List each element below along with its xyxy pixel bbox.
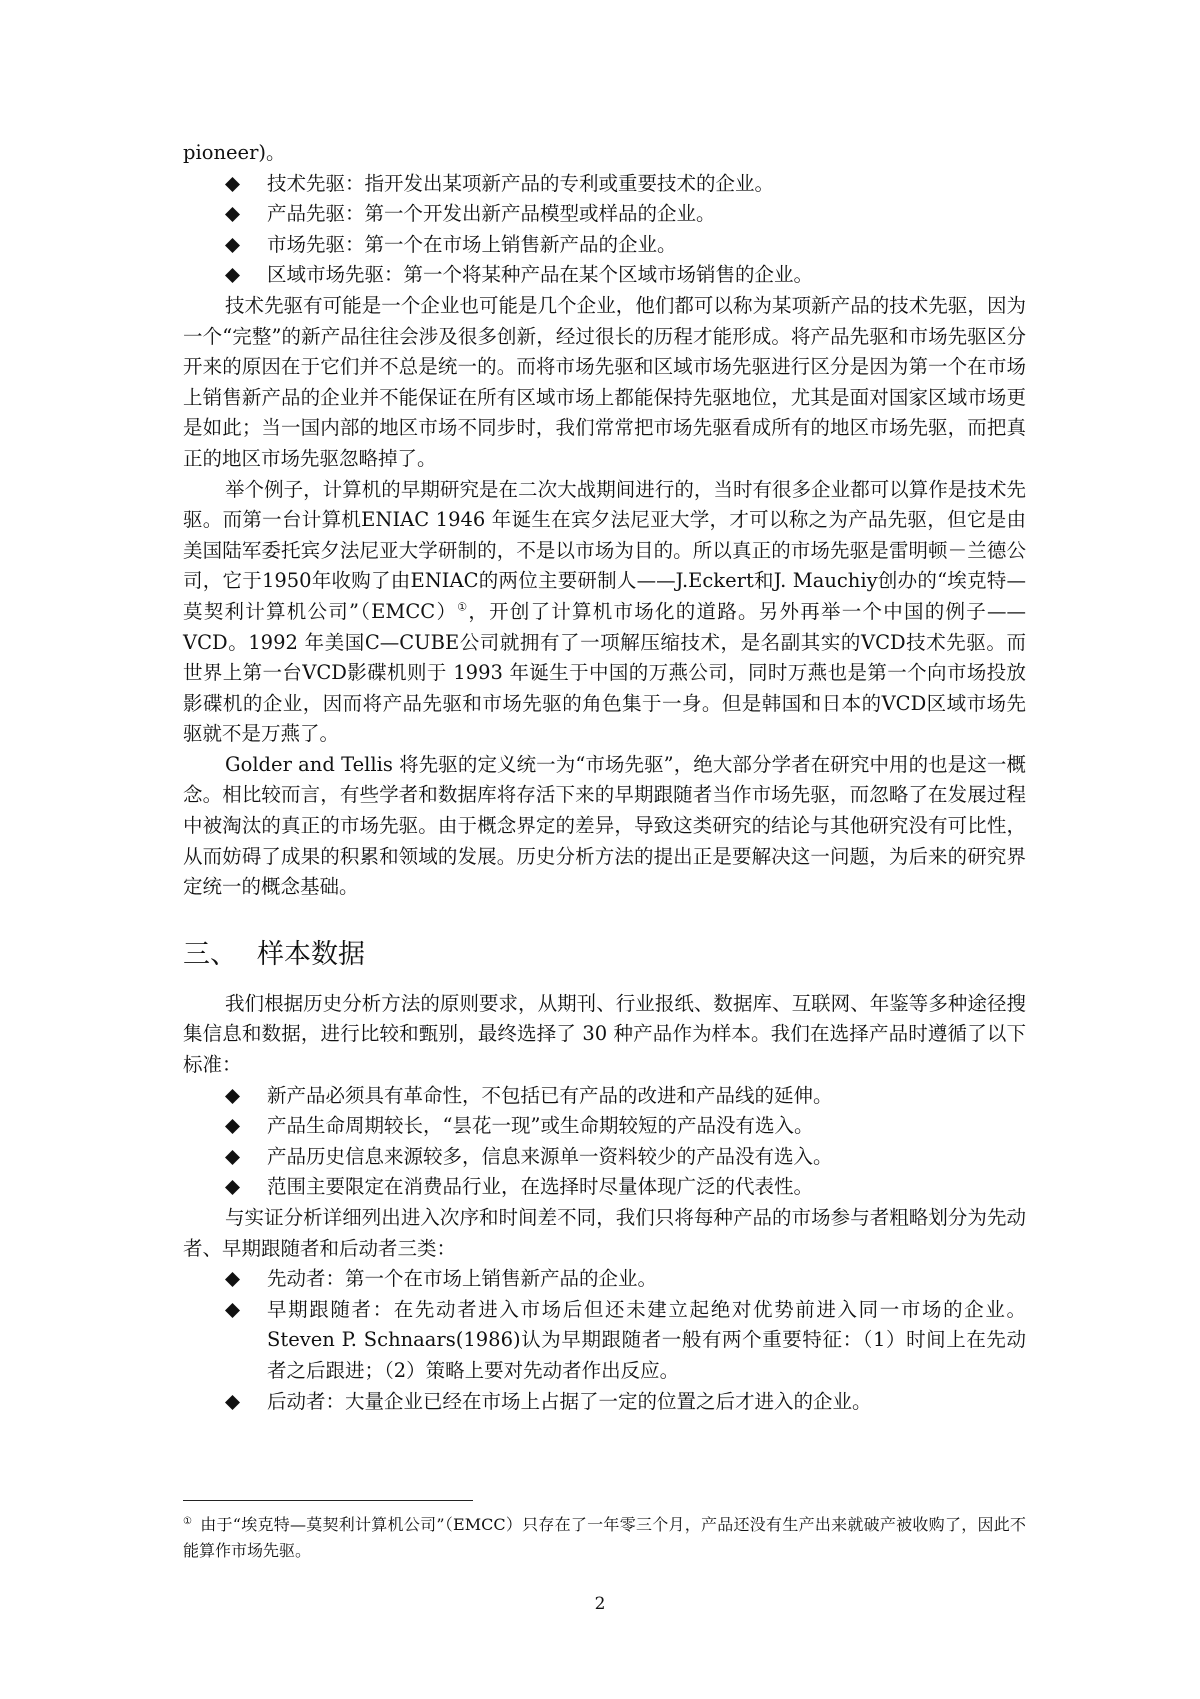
footnote-text: 由于“埃克特—莫契利计算机公司”（EMCC）只存在了一年零三个月，产品还没有生产出来就破产被收购了，因此不能算作市场先驱。 bbox=[183, 1515, 1026, 1560]
paragraph-tech-pioneer: 技术先驱有可能是一个企业也可能是几个企业，他们都可以称为某项新产品的技术先驱，因为一个“完整”的新产品往往会涉及很多创新，经过很长的历程才能形成。将产品先驱和市场先驱区分开来的原因在于它们并不总是统一的。而将市场先驱和区域市场先驱进行区分是因为第一个在市场上销售新产品的企业并不能保证在所有区域市场上都能保持先驱地位，尤其是面对国家区域市场更是如此；当一国内部的地区市场不同步时，我们常常把市场先驱看成所有的地区市场先驱，而把真正的地区市场先驱忽略掉了。 bbox=[183, 293, 1026, 470]
diamond-bullet-icon bbox=[225, 268, 240, 283]
diamond-bullet-icon bbox=[225, 1395, 240, 1410]
list-item-text: 后动者：大量企业已经在市场上占据了一定的位置之后才进入的企业。 bbox=[267, 1389, 872, 1413]
footnote-mark: ① bbox=[183, 1515, 193, 1527]
intro-fragment: pioneer)。 bbox=[183, 141, 286, 164]
list-item bbox=[183, 199, 1026, 230]
section-heading bbox=[183, 937, 1026, 973]
paragraph-sample-intro: 我们根据历史分析方法的原则要求，从期刊、行业报纸、数据库、互联网、年鉴等多种途径搜集信息和数据，进行比较和甄别，最终选择了 30 种产品作为样本。我们在选择产品时遵循了以下标准： bbox=[183, 991, 1026, 1077]
selection-criteria-list bbox=[183, 1081, 1026, 1203]
list-item bbox=[183, 1387, 1026, 1418]
paragraph-classification: 与实证分析详细列出进入次序和时间差不同，我们只将每种产品的市场参与者粗略划分为先动者、早期跟随者和后动者三类： bbox=[183, 1206, 1026, 1260]
page-number: 2 bbox=[594, 1594, 606, 1614]
list-item bbox=[183, 1295, 1026, 1387]
list-item bbox=[183, 260, 1026, 291]
list-item-text: 区域市场先驱：第一个将某种产品在某个区域市场销售的企业。 bbox=[267, 263, 814, 287]
list-item-text: 新产品必须具有革命性，不包括已有产品的改进和产品线的延伸。 bbox=[267, 1083, 833, 1107]
section-number: 三、 bbox=[183, 938, 237, 970]
diamond-bullet-icon bbox=[225, 1119, 240, 1134]
page-body bbox=[183, 138, 1026, 1417]
footnote-reference-link[interactable]: ① bbox=[457, 600, 469, 614]
paragraph-example bbox=[183, 475, 1026, 750]
paragraph-example-part-2: ，开创了计算机市场化的道路。另外再举一个中国的例子——VCD。1992 年美国C—CUBE公司就拥有了一项解压缩技术，是名副其实的VCD技术先驱。而世界上第一台VCD影碟机则于 1993 年诞生于中国的万燕公司，同时万燕也是第一个向市场投放影碟机的企业，因而将产品先驱和市场先驱的角色集于一身。但是韩国和日本的VCD区域市场先驱就不是万燕了。 bbox=[183, 599, 1026, 746]
list-item bbox=[183, 169, 1026, 200]
footnote bbox=[183, 1512, 1026, 1564]
diamond-bullet-icon bbox=[225, 238, 240, 253]
list-item bbox=[183, 1111, 1026, 1142]
paragraph-example-part-1: 举个例子，计算机的早期研究是在二次大战期间进行的，当时有很多企业都可以算作是技术先驱。而第一台计算机ENIAC 1946 年诞生在宾夕法尼亚大学，才可以称之为产品先驱，但它是由美国陆军委托宾夕法尼亚大学研制的，不是以市场为目的。所以真正的市场先驱是雷明顿－兰德公司，它于1950年收购了由ENIAC的两位主要研制人——J.Eckert和J. Mauchiy创办的“埃克特—莫契利计算机公司”（EMCC） bbox=[183, 477, 1026, 623]
list-item-text: 早期跟随者：在先动者进入市场后但还未建立起绝对优势前进入同一市场的企业。Steven P. Schnaars(1986)认为早期跟随者一般有两个重要特征：（1）时间上在先动者之后跟进；（2）策略上要对先动者作出反应。 bbox=[267, 1297, 1026, 1382]
diamond-bullet-icon bbox=[225, 1303, 240, 1318]
list-item-text: 市场先驱：第一个在市场上销售新产品的企业。 bbox=[267, 232, 677, 256]
footnote-divider bbox=[183, 1500, 473, 1501]
list-item bbox=[183, 1081, 1026, 1112]
list-item bbox=[183, 1172, 1026, 1203]
list-item-text: 产品历史信息来源较多，信息来源单一资料较少的产品没有选入。 bbox=[267, 1144, 833, 1168]
paragraph-golder-tellis: Golder and Tellis 将先驱的定义统一为“市场先驱”，绝大部分学者在研究中用的也是这一概念。相比较而言，有些学者和数据库将存活下来的早期跟随者当作市场先驱，而忽略了在发展过程中被淘汰的真正的市场先驱。由于概念界定的差异，导致这类研究的结论与其他研究没有可比性，从而妨碍了成果的积累和领域的发展。历史分析方法的提出正是要解决这一问题，为后来的研究界定统一的概念基础。 bbox=[183, 752, 1026, 899]
diamond-bullet-icon bbox=[225, 1089, 240, 1104]
list-item-text: 范围主要限定在消费品行业，在选择时尽量体现广泛的代表性。 bbox=[267, 1175, 814, 1199]
list-item-text: 产品先驱：第一个开发出新产品模型或样品的企业。 bbox=[267, 202, 716, 226]
list-item-text: 先动者：第一个在市场上销售新产品的企业。 bbox=[267, 1267, 658, 1291]
diamond-bullet-icon bbox=[225, 207, 240, 222]
diamond-bullet-icon bbox=[225, 1272, 240, 1287]
list-item bbox=[183, 1264, 1026, 1295]
section-title: 样本数据 bbox=[257, 938, 365, 970]
pioneer-types-list bbox=[183, 169, 1026, 291]
diamond-bullet-icon bbox=[225, 177, 240, 192]
diamond-bullet-icon bbox=[225, 1180, 240, 1195]
list-item-text: 技术先驱：指开发出某项新产品的专利或重要技术的企业。 bbox=[267, 171, 775, 195]
participant-types-list bbox=[183, 1264, 1026, 1417]
list-item bbox=[183, 230, 1026, 261]
list-item-text: 产品生命周期较长，“昙花一现”或生命期较短的产品没有选入。 bbox=[267, 1114, 814, 1138]
list-item bbox=[183, 1142, 1026, 1173]
diamond-bullet-icon bbox=[225, 1150, 240, 1165]
